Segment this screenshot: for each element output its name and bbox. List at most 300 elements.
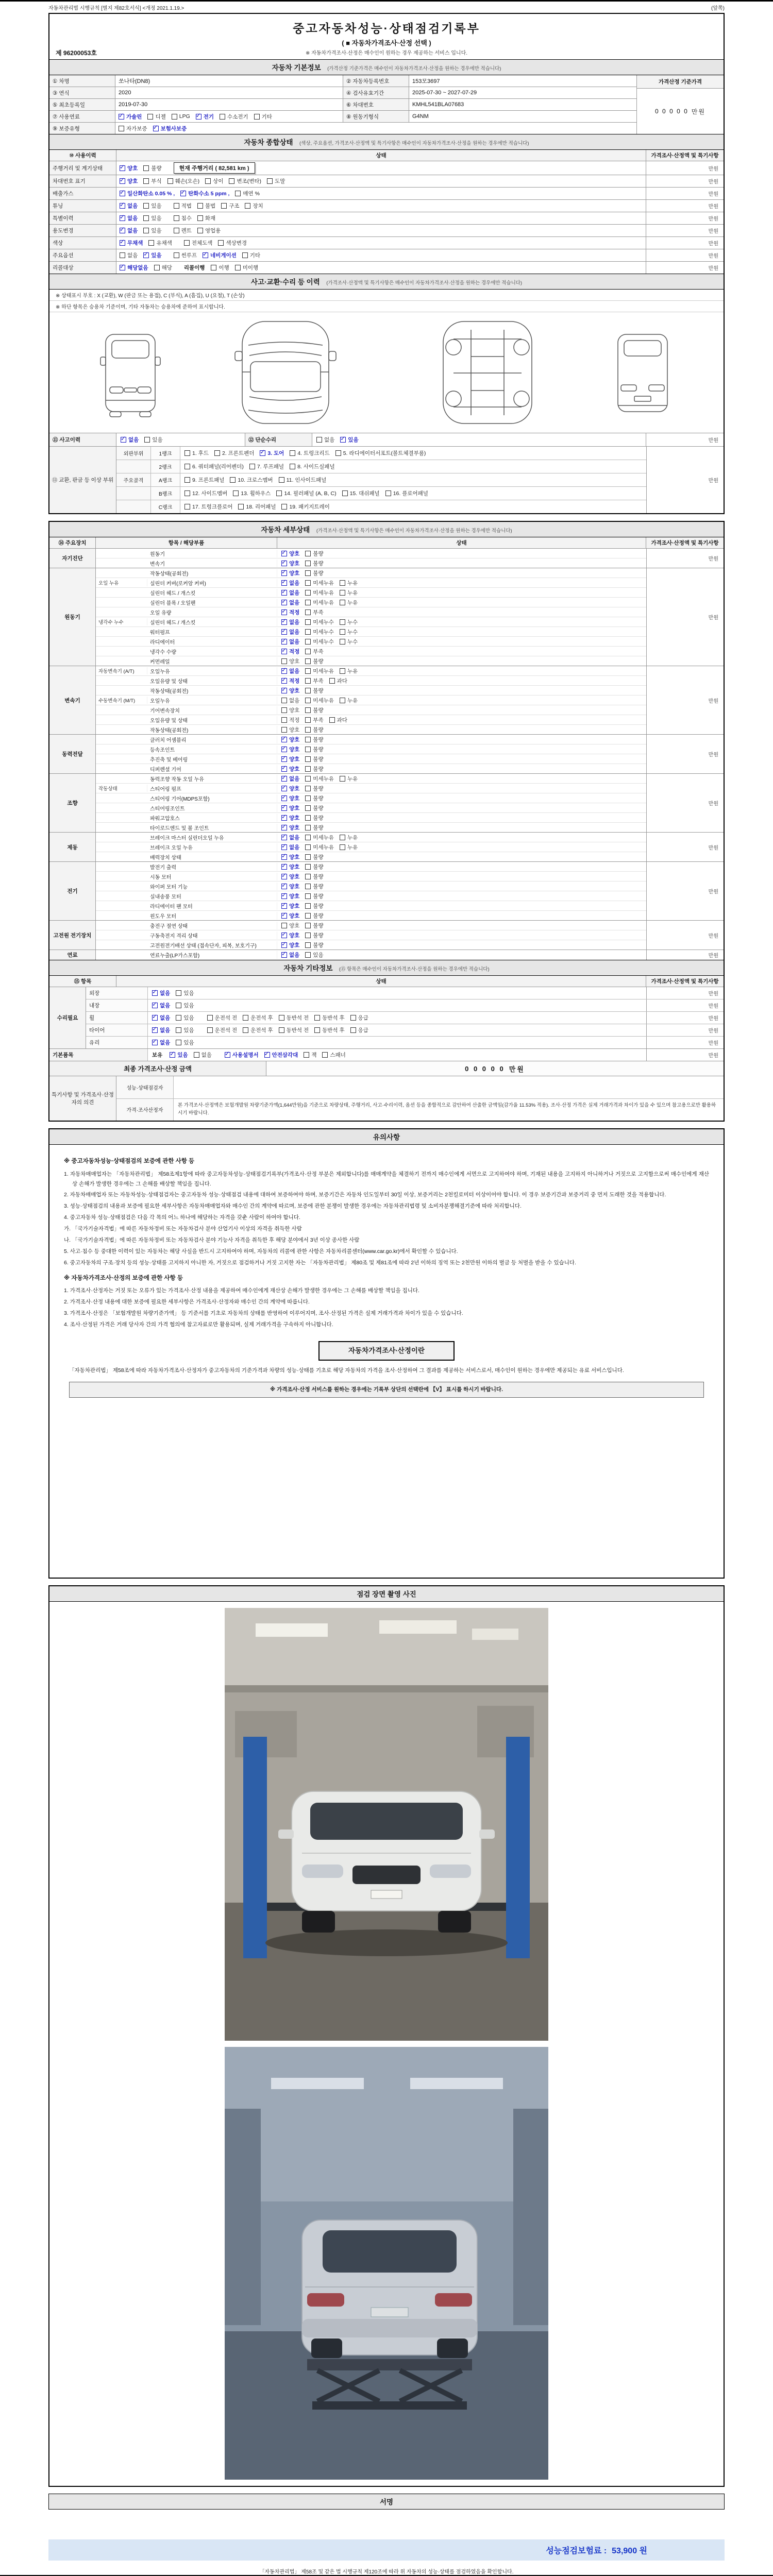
overall-condition-row — [49, 175, 724, 188]
rank-label: A랭크 — [151, 473, 180, 486]
checkbox-option[interactable]: ✓ 없음 — [281, 589, 299, 597]
checkbox-icon — [281, 903, 287, 909]
checkbox-option[interactable]: ✓ 해당없음 — [120, 264, 148, 272]
checkbox-option[interactable]: ✓ 없음 — [121, 436, 139, 444]
checkbox-option[interactable]: ✓ 양호 — [281, 853, 299, 861]
item-state-options — [277, 657, 646, 665]
checkbox-icon — [305, 698, 311, 703]
usage-item-label: 특별이력 — [49, 212, 116, 224]
checkbox-option[interactable]: 미세누유 — [305, 697, 334, 704]
checkbox-option[interactable]: ✓ 양호 — [281, 687, 299, 694]
checkbox-option[interactable]: ✓ 무채색 — [120, 239, 143, 247]
checkbox-option[interactable]: 있음 — [143, 202, 161, 210]
device-item-rows — [96, 666, 646, 734]
checkbox-option[interactable]: 미이행 — [235, 264, 258, 272]
checkbox-option[interactable]: 누유 — [340, 843, 358, 851]
checkbox-icon — [305, 786, 311, 791]
checkbox-option[interactable]: 있음 — [176, 989, 194, 997]
col-price-estimate: 가격조사·산정액 및 특기사항 — [651, 978, 719, 985]
checkbox-option[interactable]: LPG — [172, 113, 190, 120]
checkbox-option[interactable]: ✓ 양호 — [281, 785, 299, 792]
checkbox-option[interactable]: ✓ 있음 — [143, 251, 161, 259]
checkbox-option[interactable]: 불량 — [305, 560, 323, 567]
checkbox-icon — [281, 561, 287, 566]
checkbox-option[interactable]: 미세누유 — [305, 579, 334, 587]
checkbox-icon — [281, 717, 287, 723]
checkbox-option[interactable]: 17. 트렁크플로어 — [184, 503, 232, 511]
price-assessment-select-option[interactable]: ( ■ 자동차가격조사·산정 선택 ) — [342, 39, 431, 47]
inspection-photo-rear-lift — [225, 2047, 548, 2480]
checkbox-option[interactable]: 누유 — [340, 775, 358, 783]
checkbox-option[interactable]: ✓ 안전삼각대 — [264, 1051, 298, 1059]
checkbox-option[interactable]: ✓ 양호 — [281, 569, 299, 577]
checkbox-option[interactable]: 유채색 — [148, 239, 172, 247]
checkbox-option[interactable]: 불량 — [305, 902, 323, 910]
checkbox-option[interactable]: 썬루프 — [174, 251, 197, 259]
checkbox-option[interactable]: 15. 대쉬패널 — [342, 489, 380, 497]
price-estimate-cell: 만원 — [708, 204, 718, 210]
checkbox-icon — [260, 450, 265, 456]
checkbox-option[interactable]: ✓ 적정 — [281, 608, 299, 616]
checkbox-option[interactable]: 장치 — [245, 202, 263, 210]
checkbox-option[interactable]: 매연 % — [235, 190, 260, 197]
checkbox-option[interactable]: 부족 — [305, 716, 323, 724]
device-label: 연료 — [49, 950, 96, 960]
checkbox-option[interactable]: ✓ 없음 — [152, 1002, 170, 1009]
checkbox-option[interactable]: ✓ 없음 — [281, 618, 299, 626]
device-group-row — [49, 549, 724, 568]
checkbox-option[interactable]: 불량 — [305, 785, 323, 792]
checkbox-icon — [305, 874, 311, 879]
checkbox-option[interactable]: 7. 루프패널 — [249, 463, 284, 470]
checkbox-option[interactable]: 동반석 전 — [279, 1014, 309, 1022]
checkbox-option[interactable]: 과다 — [329, 677, 347, 685]
device-label: 동력전달 — [49, 735, 96, 773]
checkbox-icon — [305, 854, 311, 860]
checkbox-option[interactable]: 없음 — [120, 251, 138, 259]
device-item-row — [96, 882, 646, 891]
checkbox-option[interactable]: 훼손(오손) — [167, 177, 200, 185]
checkbox-option[interactable]: 기타 — [254, 113, 272, 121]
checkbox-icon — [281, 707, 287, 713]
checkbox-option[interactable]: 수소전기 — [220, 113, 248, 121]
checkbox-option[interactable]: ✓ 없음 — [152, 1039, 170, 1046]
checkbox-option[interactable]: ✓ 없음 — [281, 628, 299, 636]
checkbox-icon — [305, 561, 311, 566]
checkbox-option[interactable]: 적법 — [174, 202, 192, 210]
signature-area[interactable] — [48, 2510, 725, 2539]
checkbox-option[interactable]: 13. 휠하우스 — [233, 489, 271, 497]
device-item-row — [96, 793, 646, 803]
checkbox-option[interactable]: 11. 인사이드패널 — [279, 476, 327, 484]
checkbox-option[interactable]: ✓ 있음 — [340, 436, 358, 444]
checkbox-option[interactable]: 스패너 — [322, 1051, 345, 1059]
checkbox-option[interactable]: 2. 프론트펜더 — [214, 449, 254, 457]
checkbox-option[interactable]: ✓ 양호 — [281, 892, 299, 900]
checkbox-option[interactable]: 렌트 — [174, 227, 192, 234]
checkbox-icon — [176, 1015, 181, 1021]
checkbox-option[interactable]: 불량 — [305, 873, 323, 880]
checkbox-option[interactable]: 누수 — [340, 618, 358, 626]
usage-item-state — [116, 200, 646, 212]
checkbox-option[interactable]: 해당 — [154, 264, 172, 272]
repair-needed-label: 수리필요 — [49, 987, 86, 1048]
checkbox-option[interactable]: 불량 — [305, 912, 323, 920]
checkbox-icon — [335, 450, 341, 456]
checkbox-icon — [279, 1015, 284, 1021]
checkbox-option[interactable]: 없음 — [194, 1051, 212, 1059]
vin-label: ⑥ 차대번호 — [343, 99, 409, 110]
checkbox-option[interactable]: ✓ 양호 — [281, 755, 299, 763]
checkbox-option[interactable]: ✓ 양호 — [281, 902, 299, 910]
notice-item: 3. 성능·상태점검의 내용과 보증에 필요한 세부사항은 자동차매매업자와 매수인 간의 계약에 따르며, 보증에 관한 분쟁이 발생한 경우에는 자동차관리법령 및 소비자분쟁해결기준에 따라 처리합니다. — [64, 1203, 522, 1210]
checkbox-option[interactable]: 자가보증 — [119, 125, 147, 132]
checkbox-option[interactable]: 19. 패키지트레이 — [281, 503, 329, 511]
overall-condition-rows — [49, 161, 724, 274]
item-label: 작동상태(공회전) — [147, 687, 277, 694]
checkbox-option[interactable]: 누유 — [340, 589, 358, 597]
checkbox-option[interactable]: ✓ 양호 — [281, 941, 299, 949]
checkbox-option[interactable]: 불량 — [305, 931, 323, 939]
checkbox-icon — [305, 933, 311, 938]
item-state-options — [277, 951, 646, 959]
item-state-options — [277, 697, 646, 704]
checkbox-option[interactable]: 불량 — [305, 706, 323, 714]
reg-no-label: ② 자동차등록번호 — [343, 75, 409, 87]
checkbox-option[interactable]: 양호 — [281, 706, 299, 714]
checkbox-option[interactable]: ✓ 양호 — [281, 736, 299, 743]
checkbox-option[interactable]: 4. 트렁크리드 — [290, 449, 329, 457]
checkbox-option[interactable]: 부식 — [143, 177, 161, 185]
device-label: 전기 — [49, 862, 96, 920]
checkbox-option[interactable]: ✓ 없음 — [281, 599, 299, 606]
checkbox-option[interactable]: 기타 — [242, 251, 260, 259]
checkbox-icon — [120, 203, 125, 209]
checkbox-icon — [245, 203, 250, 209]
checkbox-option[interactable]: 운전석 전 — [207, 1014, 238, 1022]
remarks-row — [116, 1076, 724, 1099]
checkbox-option[interactable]: 8. 사이드실패널 — [290, 463, 335, 470]
checkbox-option[interactable]: 불량 — [305, 794, 323, 802]
checkbox-option[interactable]: 도말 — [267, 177, 285, 185]
checkbox-icon — [281, 854, 287, 860]
checkbox-option[interactable]: ✓ 양호 — [281, 745, 299, 753]
checkbox-option[interactable]: ✓ 양호 — [281, 804, 299, 812]
price-estimate-cell: 만원 — [708, 229, 718, 234]
checkbox-icon — [290, 464, 295, 469]
checkbox-option[interactable]: 있음 — [305, 951, 323, 959]
checkbox-option[interactable]: 부족 — [305, 648, 323, 655]
checkbox-icon — [342, 490, 348, 496]
checkbox-option[interactable]: ✓ 3. 도어 — [260, 449, 284, 457]
usage-item-label: 차대번호 표기 — [49, 175, 116, 187]
checkbox-option[interactable]: 불량 — [305, 883, 323, 890]
checkbox-option[interactable]: ✓ 있음 — [170, 1051, 188, 1059]
checkbox-option[interactable]: 불량 — [305, 736, 323, 743]
item-state-options — [277, 853, 646, 861]
checkbox-option[interactable]: 과다 — [329, 716, 347, 724]
checkbox-option[interactable]: ✓ 양호 — [281, 931, 299, 939]
checkbox-option[interactable]: 구조 — [221, 202, 239, 210]
checkbox-option[interactable]: ✓ 없음 — [281, 834, 299, 841]
item-label: 파워고압호스 — [147, 814, 277, 822]
checkbox-option[interactable]: 동반석 후 — [314, 1026, 345, 1034]
checkbox-option[interactable]: 누유 — [340, 697, 358, 704]
checkbox-option[interactable]: ✓ 적정 — [281, 677, 299, 685]
checkbox-option[interactable]: ✓ 없음 — [120, 214, 138, 222]
checkbox-option[interactable]: 불량 — [305, 745, 323, 753]
checkbox-option[interactable]: 불량 — [305, 657, 323, 665]
checkbox-option[interactable]: 없음 — [316, 436, 334, 444]
insurance-fee-label: 성능점검보험료 : — [546, 2547, 607, 2555]
checkbox-option[interactable]: 색상변경 — [218, 239, 247, 247]
checkbox-icon — [304, 1052, 309, 1058]
checkbox-option[interactable]: ✓ 없음 — [152, 1014, 170, 1022]
checkbox-option[interactable]: ✓ 적정 — [281, 648, 299, 655]
checkbox-icon — [148, 240, 154, 246]
checkbox-option[interactable]: 있음 — [176, 1002, 194, 1009]
secondary-label: 리콜이행 — [183, 265, 205, 271]
checkbox-option[interactable]: 양호 — [281, 922, 299, 929]
checkbox-option[interactable]: 동반석 후 — [314, 1014, 345, 1022]
checkbox-option[interactable]: 6. 쿼터패널(리어펜더) — [184, 463, 244, 470]
checkbox-option[interactable]: 미세누유 — [305, 843, 334, 851]
checkbox-option[interactable]: 미세누유 — [305, 667, 334, 675]
checkbox-option[interactable]: 미세누유 — [305, 589, 334, 597]
checkbox-option[interactable]: 5. 라디에이터서포트(볼트체결부품) — [335, 449, 426, 457]
checkbox-option[interactable]: 불량 — [305, 755, 323, 763]
checkbox-icon — [172, 114, 177, 120]
checkbox-icon — [249, 464, 255, 469]
checkbox-icon — [281, 658, 287, 664]
checkbox-option[interactable]: ✓ 없음 — [281, 667, 299, 675]
checkbox-option[interactable]: 불량 — [305, 892, 323, 900]
checkbox-option[interactable]: 불량 — [305, 765, 323, 773]
checkbox-option[interactable]: 있음 — [143, 214, 161, 222]
checkbox-option[interactable]: ✓ 양호 — [281, 824, 299, 832]
etc-item-state — [148, 987, 646, 999]
checkbox-option[interactable]: 불량 — [305, 726, 323, 734]
usage-item-state — [116, 161, 646, 175]
final-price-label: 최종 가격조사·산정 금액 — [49, 1061, 266, 1076]
checkbox-option[interactable]: 양호 — [281, 726, 299, 734]
checkbox-option[interactable]: 있음 — [144, 436, 162, 444]
checkbox-option[interactable]: 불량 — [305, 569, 323, 577]
section-title: 점검 장면 촬영 사진 — [357, 1590, 416, 1598]
checkbox-option[interactable]: 부족 — [305, 677, 323, 685]
checkbox-icon — [305, 952, 311, 958]
checkbox-icon — [340, 629, 345, 635]
checkbox-option[interactable]: 10. 크로스멤버 — [230, 476, 273, 484]
checkbox-option[interactable]: ✓ 양호 — [281, 794, 299, 802]
checkbox-option[interactable]: 미세누수 — [305, 638, 334, 646]
checkbox-option[interactable]: 전체도색 — [184, 239, 213, 247]
checkbox-icon — [203, 252, 208, 258]
checkbox-option[interactable]: ✓ 양호 — [120, 164, 138, 172]
checkbox-option[interactable]: ✓ 일산화탄소 0.05 % , — [120, 190, 175, 197]
checkbox-option[interactable]: ✓ 양호 — [281, 560, 299, 567]
checkbox-icon — [305, 551, 311, 556]
checkbox-option[interactable]: 미세누유 — [305, 775, 334, 783]
checkbox-option[interactable]: 디젤 — [147, 113, 165, 121]
checkbox-icon — [340, 600, 345, 605]
damage-code-legend: ※ 상태표시 부호 : X (교환), W (판금 또는 용접), C (부식), A (흠집), U (요철), T (손상) — [49, 290, 724, 301]
rank-label: B랭크 — [151, 487, 180, 500]
checkbox-option[interactable]: 미세누수 — [305, 618, 334, 626]
reg-no-value: 153모3697 — [412, 78, 440, 84]
checkbox-option[interactable]: ✓ 없음 — [281, 638, 299, 646]
checkbox-icon — [254, 114, 260, 120]
checkbox-option[interactable]: 응급 — [350, 1014, 368, 1022]
checkbox-option[interactable]: 미세누수 — [305, 628, 334, 636]
checkbox-option[interactable]: 누유 — [340, 599, 358, 606]
form-reference: 자동차관리법 시행규칙 [별지 제82호서식] <개정 2021.1.19.> — [48, 6, 184, 11]
checkbox-option[interactable]: 14. 필러패널 (A, B, C) — [276, 489, 336, 497]
checkbox-option[interactable]: 누유 — [340, 834, 358, 841]
checkbox-option[interactable]: 응급 — [350, 1026, 368, 1034]
checkbox-option[interactable]: ✓ 가솔린 — [119, 113, 142, 121]
checkbox-icon — [281, 688, 287, 693]
final-price-row — [49, 1061, 724, 1076]
inspection-photo-front-lift — [225, 1608, 548, 2041]
checkbox-option[interactable]: 불량 — [143, 164, 161, 172]
checkbox-icon — [220, 114, 225, 120]
col-item: ⑮ 항목 — [49, 976, 116, 987]
checkbox-option[interactable]: 화재 — [197, 214, 215, 222]
item-state-options — [277, 618, 646, 626]
checkbox-option[interactable]: ✓ 없음 — [281, 579, 299, 587]
checkbox-option[interactable]: 미세누유 — [305, 599, 334, 606]
device-item-row — [96, 598, 646, 607]
checkbox-option[interactable]: ✓ 없음 — [281, 951, 299, 959]
panel-area-label — [116, 500, 151, 513]
basic-row — [49, 111, 636, 123]
checkbox-icon — [340, 698, 345, 703]
checkbox-option[interactable]: 상이 — [205, 177, 223, 185]
checkbox-option[interactable]: ✓ 없음 — [152, 989, 170, 997]
item-label: 시동 모터 — [147, 873, 277, 880]
item-state-options — [277, 922, 646, 929]
checkbox-option[interactable]: 불량 — [305, 814, 323, 822]
checkbox-option[interactable]: 운전석 후 — [243, 1026, 273, 1034]
device-item-row — [96, 656, 646, 666]
checkbox-option[interactable]: 없음 — [281, 697, 299, 704]
checkbox-option[interactable]: ✓ 양호 — [281, 814, 299, 822]
checkbox-option[interactable]: ✓ 양호 — [281, 883, 299, 890]
fuel-type-options — [119, 113, 278, 121]
item-category: 냉각수 누수 — [96, 618, 147, 625]
state-options — [120, 227, 167, 234]
checkbox-option[interactable]: 9. 프론트패널 — [184, 476, 224, 484]
checkbox-option[interactable]: 있음 — [176, 1039, 194, 1046]
checkbox-option[interactable]: 1. 후드 — [184, 449, 209, 457]
checkbox-option[interactable]: ✓ 없음 — [120, 202, 138, 210]
checkbox-option[interactable]: 불량 — [305, 824, 323, 832]
checkbox-option[interactable]: 불법 — [197, 202, 215, 210]
checkbox-icon — [305, 864, 311, 870]
item-label: 오일유량 및 상태 — [147, 677, 277, 685]
checkbox-option[interactable]: 불량 — [305, 922, 323, 929]
checkbox-option[interactable]: 16. 플로어패널 — [385, 489, 428, 497]
checkbox-option[interactable]: 누유 — [340, 579, 358, 587]
checkbox-option[interactable]: 불량 — [305, 941, 323, 949]
notice-item: 1. 가격조사·산정자는 거짓 또는 오류가 있는 가격조사·산정 내용을 제공하여 매수인에게 재산상 손해가 발생한 경우에는 그 손해를 배상할 책임을 집니다. — [64, 1287, 419, 1294]
checkbox-icon — [281, 844, 287, 850]
checkbox-icon — [154, 265, 160, 270]
checkbox-option[interactable]: ✓ 없음 — [152, 1026, 170, 1034]
item-state-options — [277, 550, 646, 557]
checkbox-option[interactable]: 운전석 후 — [243, 1014, 273, 1022]
checkbox-icon — [350, 1015, 356, 1021]
checkbox-option[interactable]: 양호 — [281, 657, 299, 665]
checkbox-option[interactable]: 침수 — [174, 214, 192, 222]
checkbox-option[interactable]: 불량 — [305, 853, 323, 861]
device-item-rows — [96, 950, 646, 960]
exchange-rank-row — [116, 460, 646, 473]
checkbox-icon — [305, 747, 311, 752]
checkbox-option[interactable]: ✓ 전기 — [196, 113, 214, 121]
usage-item-state — [116, 212, 646, 224]
checkbox-option[interactable]: 18. 리어패널 — [238, 503, 276, 511]
checkbox-option[interactable]: ✓ 양호 — [281, 550, 299, 557]
checkbox-icon — [174, 252, 179, 258]
checkbox-option[interactable]: 불량 — [305, 863, 323, 871]
checkbox-option[interactable]: ✓ 보험사보증 — [153, 125, 187, 132]
checkbox-option[interactable]: 미세누유 — [305, 834, 334, 841]
checkbox-option[interactable]: 동반석 전 — [279, 1026, 309, 1034]
device-item-row — [96, 725, 646, 734]
overall-condition-row — [49, 249, 724, 262]
checkbox-option[interactable]: 12. 사이드멤버 — [184, 489, 227, 497]
checkbox-option[interactable]: 영업용 — [197, 227, 221, 234]
checkbox-option[interactable]: 불량 — [305, 804, 323, 812]
checkbox-option[interactable]: 부족 — [305, 608, 323, 616]
checkbox-option[interactable]: 있음 — [143, 227, 161, 234]
etc-item-row — [86, 987, 724, 999]
possession-label: 보유 — [152, 1052, 163, 1058]
checkbox-option[interactable]: ✓ 사용설명서 — [225, 1051, 259, 1059]
checkbox-option[interactable]: ✓ 양호 — [281, 912, 299, 920]
checkbox-option[interactable]: 있음 — [176, 1026, 194, 1034]
checkbox-option[interactable]: ✓ 양호 — [281, 765, 299, 773]
checkbox-option[interactable]: ✓ 없음 — [281, 843, 299, 851]
checkbox-option[interactable]: 이행 — [211, 264, 229, 272]
item-state-options — [277, 785, 646, 792]
checkbox-option[interactable]: ✓ 양호 — [281, 863, 299, 871]
checkbox-option[interactable]: 있음 — [176, 1014, 194, 1022]
checkbox-option[interactable]: ✓ 네비게이션 — [203, 251, 237, 259]
checkbox-option[interactable]: 누수 — [340, 628, 358, 636]
checkbox-option[interactable]: ✓ 양호 — [120, 177, 138, 185]
checkbox-option[interactable]: 운전석 전 — [207, 1026, 238, 1034]
checkbox-option[interactable]: 불량 — [305, 687, 323, 694]
checkbox-option[interactable]: ✓ 양호 — [281, 873, 299, 880]
checkbox-option[interactable]: ✓ 없음 — [281, 775, 299, 783]
checkbox-option[interactable]: 변조(변타) — [229, 177, 261, 185]
checkbox-option[interactable]: 누수 — [340, 638, 358, 646]
item-label: 충전구 절연 상태 — [147, 922, 277, 929]
item-label: 브레이크 마스터 실린더오일 누유 — [147, 834, 277, 841]
checkbox-option[interactable]: 적정 — [281, 716, 299, 724]
checkbox-option[interactable]: 잭 — [304, 1051, 316, 1059]
notice-part2-title: ※ 자동차가격조사·산정의 보증에 관한 사항 등 — [64, 1275, 183, 1281]
overall-condition-row — [49, 200, 724, 212]
checkbox-option[interactable]: ✓ 없음 — [120, 227, 138, 234]
checkbox-option[interactable]: 불량 — [305, 550, 323, 557]
checkbox-option[interactable]: 누유 — [340, 667, 358, 675]
checkbox-option[interactable]: ✓ 탄화수소 5 ppm , — [180, 190, 229, 197]
etc-item-label: 유리 — [86, 1037, 148, 1048]
